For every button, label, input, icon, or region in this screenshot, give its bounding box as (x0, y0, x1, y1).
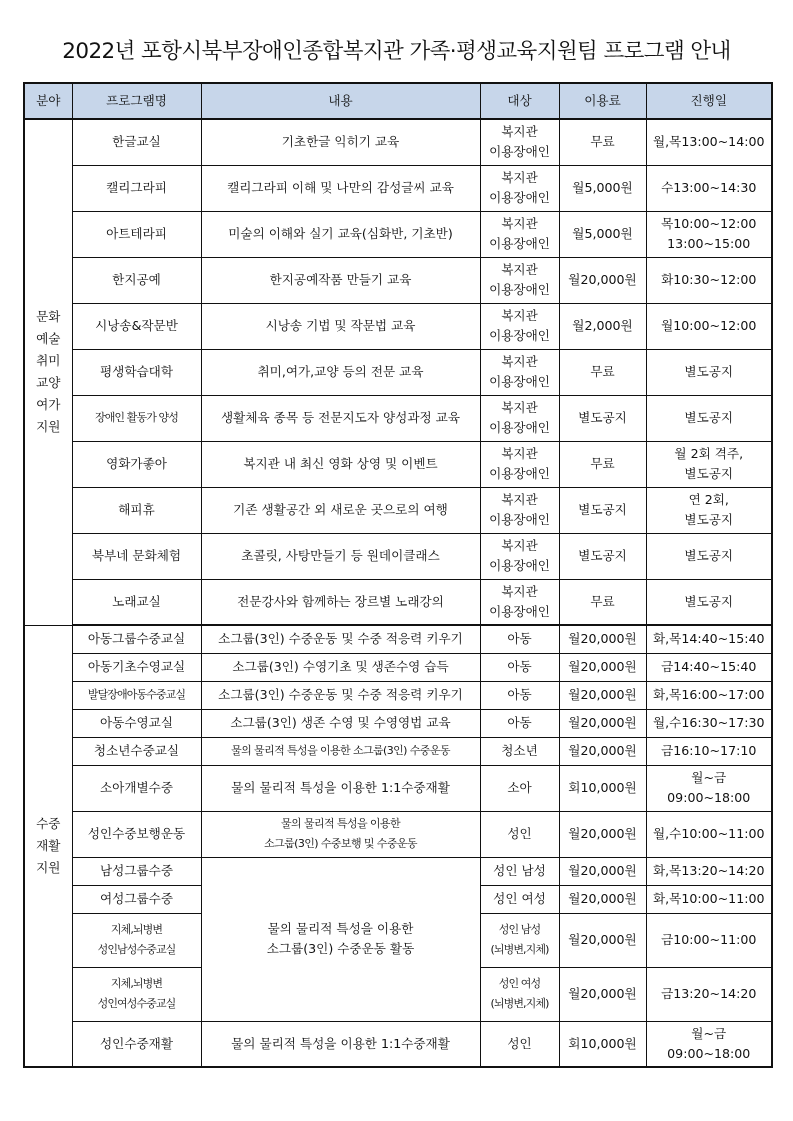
program-name: 북부네 문화체험 (72, 533, 201, 579)
program-target: 복지관 이용장애인 (480, 533, 559, 579)
program-schedule: 월~금 09:00~18:00 (646, 765, 772, 811)
program-fee: 무료 (559, 119, 646, 165)
program-schedule: 월,수10:00~11:00 (646, 811, 772, 857)
program-target: 복지관 이용장애인 (480, 441, 559, 487)
program-content: 물의 물리적 특성을 이용한 1:1수중재활 (201, 765, 480, 811)
program-fee: 월20,000원 (559, 681, 646, 709)
table-row (24, 579, 772, 625)
program-name: 한지공예 (72, 257, 201, 303)
program-target: 복지관 이용장애인 (480, 119, 559, 165)
program-schedule: 별도공지 (646, 533, 772, 579)
header-schedule: 진행일 (646, 83, 772, 119)
program-name: 지체,뇌병변 성인여성수중교실 (72, 967, 201, 1021)
header-content: 내용 (201, 83, 480, 119)
program-name: 여성그룹수중 (72, 885, 201, 913)
program-name: 캘리그라피 (72, 165, 201, 211)
program-schedule: 월,목13:00~14:00 (646, 119, 772, 165)
field-cell: 수중 재활 지원 (24, 625, 72, 1067)
program-schedule: 수13:00~14:30 (646, 165, 772, 211)
program-name: 해피휴 (72, 487, 201, 533)
table-row (24, 303, 772, 349)
program-table (23, 82, 773, 1068)
table-row (24, 737, 772, 765)
program-fee: 월20,000원 (559, 811, 646, 857)
program-fee: 월20,000원 (559, 625, 646, 653)
program-target: 성인 여성 (480, 885, 559, 913)
program-target: 성인 (480, 811, 559, 857)
program-fee: 무료 (559, 441, 646, 487)
program-name: 한글교실 (72, 119, 201, 165)
program-fee: 무료 (559, 349, 646, 395)
table-row (24, 349, 772, 395)
header-fee: 이용료 (559, 83, 646, 119)
program-content-merged: 물의 물리적 특성을 이용한 소그룹(3인) 수중운동 활동 (201, 857, 480, 1021)
program-fee: 회10,000원 (559, 765, 646, 811)
program-content: 전문강사와 함께하는 장르별 노래강의 (201, 579, 480, 625)
program-fee: 월2,000원 (559, 303, 646, 349)
table-row (24, 625, 772, 653)
table-row (24, 811, 772, 857)
program-fee: 회10,000원 (559, 1021, 646, 1067)
program-target: 성인 남성 (뇌병변,지체) (480, 913, 559, 967)
page-title: 2022년 포항시북부장애인종합복지관 가족·평생교육지원팀 프로그램 안내 (62, 39, 731, 64)
program-content: 초콜릿, 사탕만들기 등 원데이클래스 (201, 533, 480, 579)
program-target: 복지관 이용장애인 (480, 349, 559, 395)
program-name: 아동수영교실 (72, 709, 201, 737)
program-target: 아동 (480, 653, 559, 681)
program-fee: 월20,000원 (559, 257, 646, 303)
program-fee: 월20,000원 (559, 737, 646, 765)
program-fee: 월5,000원 (559, 165, 646, 211)
program-name: 장애인 활동가 양성 (72, 395, 201, 441)
table-row (24, 395, 772, 441)
program-content: 소그룹(3인) 수영기초 및 생존수영 습득 (201, 653, 480, 681)
program-fee: 월20,000원 (559, 913, 646, 967)
program-schedule: 금14:40~15:40 (646, 653, 772, 681)
program-fee: 월20,000원 (559, 653, 646, 681)
program-content: 물의 물리적 특성을 이용한 1:1수중재활 (201, 1021, 480, 1067)
program-target: 복지관 이용장애인 (480, 303, 559, 349)
table-row (24, 441, 772, 487)
program-schedule: 금16:10~17:10 (646, 737, 772, 765)
program-schedule: 연 2회, 별도공지 (646, 487, 772, 533)
program-fee: 월20,000원 (559, 709, 646, 737)
program-name: 아동그룹수중교실 (72, 625, 201, 653)
program-name: 남성그룹수중 (72, 857, 201, 885)
header-target: 대상 (480, 83, 559, 119)
program-schedule: 별도공지 (646, 349, 772, 395)
program-name: 평생학습대학 (72, 349, 201, 395)
table-row (24, 857, 772, 885)
table-row (24, 709, 772, 737)
program-target: 성인 남성 (480, 857, 559, 885)
program-name: 성인수중재활 (72, 1021, 201, 1067)
program-schedule: 금13:20~14:20 (646, 967, 772, 1021)
program-fee: 별도공지 (559, 487, 646, 533)
program-schedule: 화,목16:00~17:00 (646, 681, 772, 709)
program-name: 아트테라피 (72, 211, 201, 257)
table-row (24, 165, 772, 211)
program-fee: 별도공지 (559, 395, 646, 441)
program-content: 캘리그라피 이해 및 나만의 감성글씨 교육 (201, 165, 480, 211)
table-row (24, 119, 772, 165)
table-row (24, 1021, 772, 1067)
table-row (24, 533, 772, 579)
program-name: 시낭송&작문반 (72, 303, 201, 349)
program-fee: 월20,000원 (559, 967, 646, 1021)
program-name: 영화가좋아 (72, 441, 201, 487)
table-row (24, 681, 772, 709)
program-target: 복지관 이용장애인 (480, 211, 559, 257)
program-target: 아동 (480, 625, 559, 653)
program-fee: 무료 (559, 579, 646, 625)
program-target: 아동 (480, 709, 559, 737)
program-schedule: 별도공지 (646, 395, 772, 441)
program-name: 노래교실 (72, 579, 201, 625)
table-row (24, 487, 772, 533)
program-content: 생활체육 종목 등 전문지도자 양성과정 교육 (201, 395, 480, 441)
program-fee: 월20,000원 (559, 885, 646, 913)
program-target: 아동 (480, 681, 559, 709)
program-target: 성인 (480, 1021, 559, 1067)
program-schedule: 금10:00~11:00 (646, 913, 772, 967)
program-schedule: 월10:00~12:00 (646, 303, 772, 349)
program-target: 복지관 이용장애인 (480, 579, 559, 625)
program-schedule: 화10:30~12:00 (646, 257, 772, 303)
program-content: 시낭송 기법 및 작문법 교육 (201, 303, 480, 349)
program-content: 소그룹(3인) 수중운동 및 수중 적응력 키우기 (201, 625, 480, 653)
program-schedule: 화,목14:40~15:40 (646, 625, 772, 653)
program-content: 기초한글 익히기 교육 (201, 119, 480, 165)
program-content: 복지관 내 최신 영화 상영 및 이벤트 (201, 441, 480, 487)
program-name: 성인수중보행운동 (72, 811, 201, 857)
program-content: 미술의 이해와 실기 교육(심화반, 기초반) (201, 211, 480, 257)
program-content: 소그룹(3인) 생존 수영 및 수영영법 교육 (201, 709, 480, 737)
program-schedule: 화,목10:00~11:00 (646, 885, 772, 913)
table-row (24, 211, 772, 257)
table-row (24, 257, 772, 303)
program-schedule: 화,목13:20~14:20 (646, 857, 772, 885)
program-content: 한지공예작품 만들기 교육 (201, 257, 480, 303)
program-fee: 월20,000원 (559, 857, 646, 885)
program-target: 복지관 이용장애인 (480, 487, 559, 533)
program-name: 지체,뇌병변 성인남성수중교실 (72, 913, 201, 967)
program-name: 아동기초수영교실 (72, 653, 201, 681)
program-fee: 별도공지 (559, 533, 646, 579)
program-schedule: 목10:00~12:00 13:00~15:00 (646, 211, 772, 257)
table-row (24, 653, 772, 681)
program-schedule: 월~금 09:00~18:00 (646, 1021, 772, 1067)
header-field: 분야 (24, 83, 72, 119)
program-content: 소그룹(3인) 수중운동 및 수중 적응력 키우기 (201, 681, 480, 709)
program-content: 취미,여가,교양 등의 전문 교육 (201, 349, 480, 395)
program-schedule: 월,수16:30~17:30 (646, 709, 772, 737)
program-fee: 월5,000원 (559, 211, 646, 257)
field-cell: 문화 예술 취미 교양 여가 지원 (24, 119, 72, 625)
program-name: 청소년수중교실 (72, 737, 201, 765)
program-target: 복지관 이용장애인 (480, 257, 559, 303)
program-target: 성인 여성 (뇌병변,지체) (480, 967, 559, 1021)
table-row (24, 765, 772, 811)
program-target: 소아 (480, 765, 559, 811)
program-name: 소아개별수중 (72, 765, 201, 811)
program-content: 기존 생활공간 외 새로운 곳으로의 여행 (201, 487, 480, 533)
program-target: 청소년 (480, 737, 559, 765)
program-target: 복지관 이용장애인 (480, 165, 559, 211)
program-schedule: 별도공지 (646, 579, 772, 625)
program-target: 복지관 이용장애인 (480, 395, 559, 441)
program-schedule: 월 2회 격주, 별도공지 (646, 441, 772, 487)
program-name: 발달장애아동수중교실 (72, 681, 201, 709)
program-content: 물의 물리적 특성을 이용한 소그룹(3인) 수중보행 및 수중운동 (201, 811, 480, 857)
header-program-name: 프로그램명 (72, 83, 201, 119)
table-header-row (24, 83, 772, 119)
program-content: 물의 물리적 특성을 이용한 소그룹(3인) 수중운동 (201, 737, 480, 765)
